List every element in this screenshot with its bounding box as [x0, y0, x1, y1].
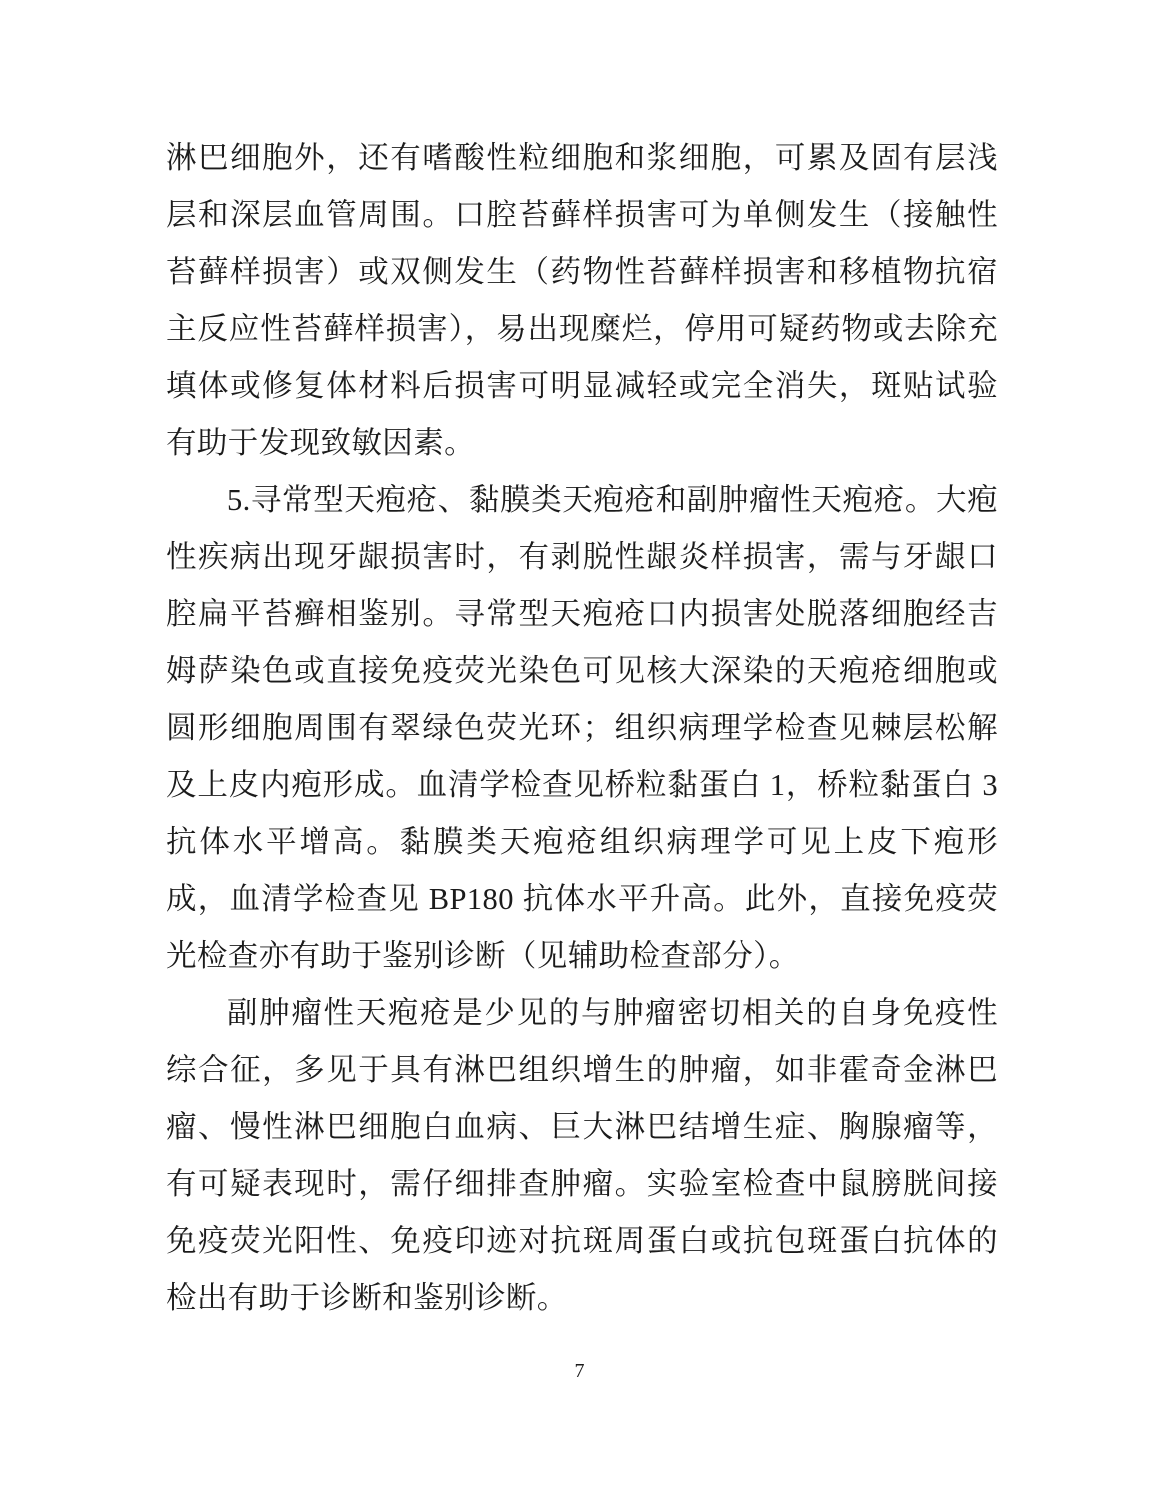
page-number: 7 [574, 1360, 585, 1382]
paragraph-2: 5.寻常型天疱疮、黏膜类天疱疮和副肿瘤性天疱疮。大疱性疾病出现牙龈损害时，有剥脱性龈炎样损害，需与牙龈口腔扁平苔癣相鉴别。寻常型天疱疮口内损害处脱落细胞经吉姆萨染色或直接免疫荧光染色可见核大深染的天疱疮细胞或圆形细胞周围有翠绿色荧光环；组织病理学检查见棘层松解及上皮内疱形成。血清学检查见桥粒黏蛋白 1，桥粒黏蛋白 3 抗体水平增高。黏膜类天疱疮组织病理学可见上皮下疱形成，血清学检查见 BP180 抗体水平升高。此外，直接免疫荧光检查亦有助于鉴别诊断（见辅助检查部分）。 [166, 483, 998, 973]
paragraph-1: 淋巴细胞外，还有嗜酸性粒细胞和浆细胞，可累及固有层浅层和深层血管周围。口腔苔藓样损害可为单侧发生（接触性苔藓样损害）或双侧发生（药物性苔藓样损害和移植物抗宿主反应性苔藓样损害），易出现糜烂，停用可疑药物或去除充填体或修复体材料后损害可明显减轻或完全消失，斑贴试验有助于发现致敏因素。 [166, 141, 998, 460]
page-body [166, 130, 998, 1327]
paragraph-3: 副肿瘤性天疱疮是少见的与肿瘤密切相关的自身免疫性综合征，多见于具有淋巴组织增生的肿瘤，如非霍奇金淋巴瘤、慢性淋巴细胞白血病、巨大淋巴结增生症、胸腺瘤等，有可疑表现时，需仔细排查肿瘤。实验室检查中鼠膀胱间接免疫荧光阳性、免疫印迹对抗斑周蛋白或抗包斑蛋白抗体的检出有助于诊断和鉴别诊断。 [166, 996, 998, 1315]
